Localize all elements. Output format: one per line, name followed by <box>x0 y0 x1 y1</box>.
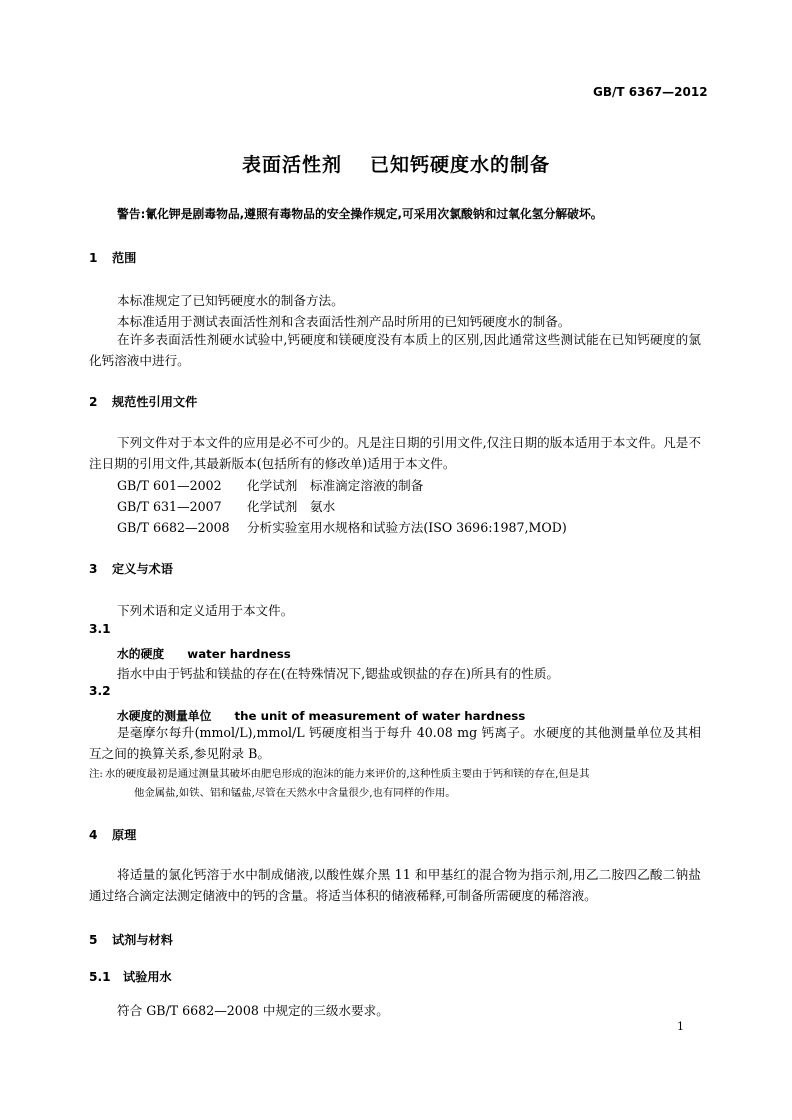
warning-text: 警告:氰化钾是剧毒物品,遵照有毒物品的安全操作规定,可采用次氯酸钠和过氧化氢分解破坏。 <box>117 207 603 221</box>
section-3-paragraph-1: 下列术语和定义适用于本文件。 <box>117 603 294 618</box>
section-1-paragraph-2: 本标准适用于测试表面活性剂和含表面活性剂产品时所用的已知钙硬度水的制备。 <box>117 314 571 329</box>
subsection-title: 试验用水 <box>123 970 172 984</box>
section-number: 3 <box>89 562 98 576</box>
section-4-heading <box>89 826 136 843</box>
reference-item <box>117 475 423 494</box>
reference-name: 化学试剂 标准滴定溶液的制备 <box>247 478 424 493</box>
reference-item <box>117 496 335 515</box>
section-number: 2 <box>89 395 98 409</box>
note-label: 注: <box>89 768 103 780</box>
subsection-number: 5.1 <box>89 970 111 984</box>
term-3-1-definition: 指水中由于钙盐和镁盐的存在(在特殊情况下,锶盐或钡盐的存在)所具有的性质。 <box>117 666 560 681</box>
reference-code: GB/T 631—2007 <box>117 499 222 514</box>
reference-name: 分析实验室用水规格和试验方法(ISO 3696:1987,MOD) <box>247 520 567 535</box>
term-3-2-definition: 是毫摩尔每升(mmol/L),mmol/L 钙硬度相当于每升 40.08 mg 钙离子。水硬度的其他测量单位及其相互之间的换算关系,参见附录 B。 <box>89 725 701 761</box>
section-1-heading <box>89 249 136 266</box>
section-number: 1 <box>89 251 98 265</box>
reference-item <box>117 517 567 536</box>
reference-code: GB/T 601—2002 <box>117 478 222 493</box>
note-line-2: 他金属盐,如铁、铝和锰盐,尽管在天然水中含量很少,也有同样的作用。 <box>134 787 456 799</box>
term-english: the unit of measurement of water hardness <box>234 709 526 723</box>
subsection-5-1-heading <box>89 968 172 985</box>
term-3-1-heading <box>117 643 291 662</box>
term-english: water hardness <box>187 647 291 661</box>
document-title <box>0 150 792 177</box>
section-title: 试剂与材料 <box>112 933 173 947</box>
term-chinese: 水的硬度 <box>117 647 165 661</box>
term-3-1-number: 3.1 <box>89 622 111 636</box>
reference-code: GB/T 6682—2008 <box>117 520 230 535</box>
section-5-heading <box>89 931 173 948</box>
section-number: 5 <box>89 933 98 947</box>
section-2-heading <box>89 393 197 410</box>
section-title: 范围 <box>112 251 137 265</box>
section-1-paragraph-3: 在许多表面活性剂硬水试验中,钙硬度和镁硬度没有本质上的区别,因此通常这些测试能在已知钙硬度的氯化钙溶液中进行。 <box>89 332 701 368</box>
term-chinese: 水硬度的测量单位 <box>117 709 212 723</box>
section-4-paragraph-1: 将适量的氯化钙溶于水中制成储液,以酸性媒介黑 11 和甲基红的混合物为指示剂,用乙二胺四乙酸二钠盐通过络合滴定法测定储液中的钙的含量。将适当体积的储液稀释,可制备所需硬度的稀溶液。 <box>89 867 701 903</box>
title-left: 表面活性剂 <box>241 154 342 176</box>
term-3-2-number: 3.2 <box>89 684 111 698</box>
title-right: 已知钙硬度水的制备 <box>370 154 551 176</box>
section-2-paragraph-1: 下列文件对于本文件的应用是必不可少的。凡是注日期的引用文件,仅注日期的版本适用于本文件。凡是不注日期的引用文件,其最新版本(包括所有的修改单)适用于本文件。 <box>89 435 701 471</box>
reference-name: 化学试剂 氨水 <box>247 499 336 514</box>
section-title: 定义与术语 <box>112 562 173 576</box>
section-title: 规范性引用文件 <box>112 395 198 409</box>
section-number: 4 <box>89 828 98 842</box>
subsection-5-1-paragraph-1: 符合 GB/T 6682—2008 中规定的三级水要求。 <box>117 1003 389 1018</box>
page-number: 1 <box>677 1020 684 1033</box>
section-1-paragraph-1: 本标准规定了已知钙硬度水的制备方法。 <box>117 293 344 308</box>
section-title: 原理 <box>112 828 137 842</box>
section-3-heading <box>89 560 173 577</box>
document-number: GB/T 6367—2012 <box>593 85 708 99</box>
note <box>89 765 701 803</box>
note-line-1: 水的硬度最初是通过测量其破坏由肥皂形成的泡沫的能力来评价的,这种性质主要由于钙和镁的存在,但是其 <box>105 768 590 780</box>
